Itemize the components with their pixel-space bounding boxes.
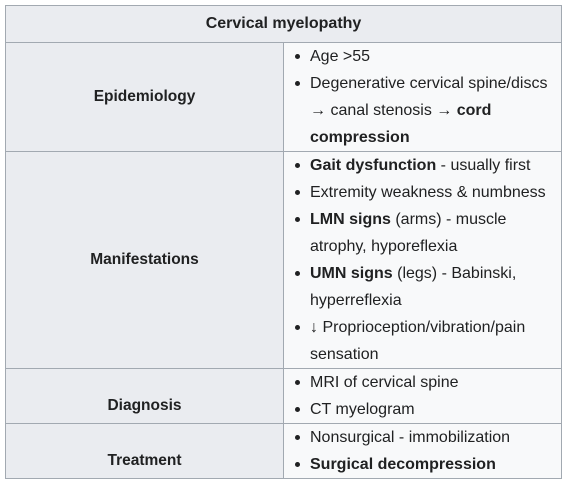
list-item: MRI of cervical spine [294, 369, 555, 396]
row-header-manifestations: Manifestations [6, 152, 284, 369]
row-header-diagnosis: Diagnosis [6, 369, 284, 424]
list-item: Surgical decompression [294, 451, 555, 478]
row-content-manifestations [284, 152, 562, 369]
row-content-epidemiology [284, 43, 562, 152]
list-item: LMN signs (arms) - muscle atrophy, hyporeflexia [294, 206, 555, 260]
list-item: Age >55 [294, 43, 555, 70]
list-item: UMN signs (legs) - Babinski, hyperreflexia [294, 260, 555, 314]
list-item: CT myelogram [294, 396, 555, 423]
list-item: Degenerative cervical spine/discs → canal stenosis → cord compression [294, 70, 555, 151]
list-item: Gait dysfunction - usually first [294, 152, 555, 179]
table-row-treatment [6, 424, 562, 479]
table-row-diagnosis [6, 369, 562, 424]
cervical-myelopathy-table [5, 5, 562, 479]
row-header-treatment: Treatment [6, 424, 284, 479]
list-item: Extremity weakness & numbness [294, 179, 555, 206]
table-row-manifestations [6, 152, 562, 369]
row-content-diagnosis [284, 369, 562, 424]
manifestations-list [284, 152, 561, 368]
list-item: Nonsurgical - immobilization [294, 424, 555, 451]
table-title: Cervical myelopathy [6, 6, 562, 43]
row-header-epidemiology: Epidemiology [6, 43, 284, 152]
epidemiology-list [284, 43, 561, 151]
treatment-list [284, 424, 561, 478]
table-row-epidemiology [6, 43, 562, 152]
list-item: ↓ Proprioception/vibration/pain sensation [294, 314, 555, 368]
title-row [6, 6, 562, 43]
row-content-treatment [284, 424, 562, 479]
